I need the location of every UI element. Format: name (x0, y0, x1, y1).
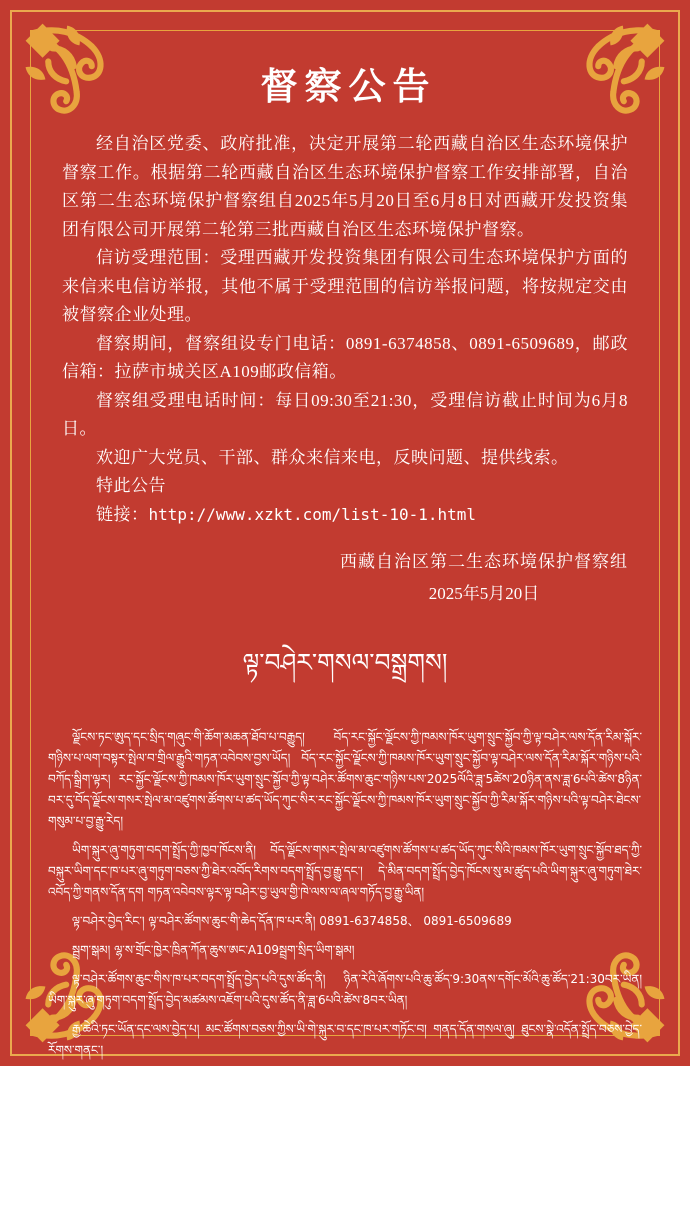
announcement-link-zh[interactable]: http://www.xzkt.com/list-10-1.html (148, 504, 477, 524)
paragraph-bo-phones: ལྟ་བཤེར་བྱེད་རིང་། ལྟ་བཤེར་ཚོགས་ཆུང་གི་ཆེད་དོན་ཁ་པར་ནི། 0891-6374858、 0891-6509689 (72, 914, 512, 928)
paragraph-zh-contacts: 督察期间，督察组设专门电话：0891-6374858、0891-6509689，邮政信箱：拉萨市城关区A109邮政信箱。 (62, 333, 628, 381)
body-zh (0, 130, 690, 529)
signature-org-bo: རང་སྐྱོང་ལྗོངས་ཀྱི་ཁམས་ཁོར་ཡུག་སྲུང་སྐྱོབ་ལྟ་བཤེར་ཚོགས་ཆུང་གཉིས་པ་ནས། (332, 1139, 640, 1153)
announcement-title-bo: ལྟ་བཤེར་གསལ་བསྒྲགས། (242, 648, 448, 677)
paragraph-bo-link (48, 1098, 642, 1119)
announcement-content (0, 34, 690, 1196)
paragraph-bo-intro: ལྗོངས་ཏང་ཨུད་དང་སྲིད་གཞུང་གི་ཆོག་མཆན་ཐོབ་པ་བརྒྱུད། བོད་རང་སྐྱོང་ལྗོངས་ཀྱི་ཁམས་ཁོར་ཡུག་སྲུང་སྐྱོབ་ཀྱི་ལྟ་བཤེར་ལས་དོན་རིམ་སྐོར་གཉིས་པ་ལག་བསྟར་སྤེལ་བ་གྲིལ་རྒྱུའི་གཏན་འབེབས་བྱས་ཡོད། བོད་རང་སྐྱོང་ལྗོངས་ཀྱི་ཁམས་ཁོར་ཡུག་སྲུང་སྐྱོབ་ལྟ་བཤེར་ལས་དོན་རིམ་སྐོར་གཉིས་པའི་བཀོད་སྒྲིག་ལྟར། རང་སྐྱོང་ལྗོངས་ཀྱི་ཁམས་ཁོར་ཡུག་སྲུང་སྐྱོབ་ཀྱི་ལྟ་བཤེར་ཚོགས་ཆུང་གཉིས་པས་2025ལོའི་ཟླ་5ཚེས་20ཉིན་ནས་ཟླ་6པའི་ཚེས་8ཉིན་བར་དུ་བོད་ལྗོངས་གསར་སྤེལ་མ་འཛུགས་ཚོགས་པ་ཚད་ཡོད་ཀུང་སིར་རང་སྐྱོང་ལྗོངས་ཀྱི་ཁམས་ཁོར་ཡུག་སྲུང་སྐྱོབ་ཀྱི་རིམ་སྐོར་གཉིས་པའི་ལྟ་བཤེར་ཐེངས་གསུམ་པ་བྱ་རྒྱུ་རེད། (48, 730, 642, 828)
paragraph-zh-link (62, 501, 628, 530)
paragraph-zh-hereby: 特此公告 (96, 476, 166, 495)
paragraph-bo-scope: ཡིག་སྐུར་ཞུ་གཏུག་བདག་སྤྲོད་ཀྱི་ཁྱབ་ཁོངས་ནི། བོད་ལྗོངས་གསར་སྤེལ་མ་འཛུགས་ཚོགས་པ་ཚད་ཡོད་ཀུང་སིའི་ཁམས་ཁོར་ཡུག་སྲུང་སྐྱོབ་ཐད་ཀྱི་བསྐུར་ཡིག་དང་ཁ་པར་ཞུ་གཏུག་བཅས་ཀྱི་ཐེར་འབོད་རིགས་བདག་སྤྲོད་བྱ་རྒྱུ་དང་། དེ་མིན་བདག་སྤྲོད་བྱེད་ཁོངས་སུ་མ་ཚུད་པའི་ཡིག་སྐུར་ཞུ་གཏུག་ཐེར་འབོད་ཀྱི་གནས་དོན་དག གཏན་འབེབས་ལྟར་ལྟ་བཤེར་བྱ་ཡུལ་གྱི་ཁེ་ལས་ལ་ཞལ་གཏོད་བྱ་རྒྱུ་ཡིན། (48, 843, 642, 899)
signature-block-zh (340, 547, 628, 604)
link-label-zh: 链接： (96, 504, 149, 524)
paragraph-zh-scope: 信访受理范围：受理西藏开发投资集团有限公司生态环境保护方面的来信来电信访举报，其他不属于受理范围的信访举报问题，将按规定交由被督察企业处理。 (62, 248, 628, 324)
signature-date-zh: 2025年5月20日 (428, 584, 540, 603)
signature-date-bo: 2025ལོའི་ཟླ་5ཚེས་20ལ། (430, 1182, 543, 1196)
paragraph-bo-welcome: རྒྱ་ཆེའི་ཏང་ཡོན་དང་ལས་བྱེད་པ། མང་ཚོགས་བཅས་ཀྱིས་ཡི་གེ་སྐུར་བ་དང་ཁ་པར་གཏོང་བ། གནད་དོན་གསལ་ཞུ། ཐུངས་སྣེ་འདོན་སྤྲོད་བཅས་བྱེད་རོགས་གནང་། (48, 1022, 642, 1057)
paragraph-zh-hours: 督察组受理电话时间：每日09:30至21:30，受理信访截止时间为6月8日。 (62, 390, 628, 438)
announcement-title-zh: 督察公告 (260, 67, 437, 108)
body-bo (0, 727, 690, 1119)
signature-org-zh: 西藏自治区第二生态环境保护督察组 (340, 552, 628, 571)
paragraph-zh-intro: 经自治区党委、政府批准，决定开展第二轮西藏自治区生态环境保护督察工作。根据第二轮西藏自治区生态环境保护督察工作安排部署，自治区第二生态环境保护督察组自2025年5月20日至6月8日对西藏开发投资集团有限公司开展第二轮第三批西藏自治区生态环境保护督察。 (62, 134, 628, 239)
paragraph-bo-hours: ལྟ་བཤེར་ཚོགས་ཆུང་གིས་ཁ་པར་བདག་སྤྲོད་བྱེད་པའི་དུས་ཚོད་ནི། ཉིན་རེའི་ཞོགས་པའི་ཆུ་ཚོད་9:30ནས་དགོང་མོའི་ཆུ་ཚོད་21:30བར་ཡིན། ཡིག་སྐུར་ཞུ་གཏུག་བདག་སྤྲོད་བྱེད་མཚམས་འཇོག་པའི་དུས་ཚོད་ནི་ཟླ་6པའི་ཚེས་8བར་ཡིན། (48, 972, 642, 1007)
announcement-link-bo[interactable]: http://www.xzkt.com/list-10-1.html (156, 1101, 423, 1116)
signature-block-bo (332, 1133, 640, 1210)
paragraph-bo-mailbox: སྦྲག་སྒམ། ལྷ་ས་གྲོང་ཁྱེར་ཁྲིན་ཀོན་ཆུས་ཨང་A109སྦྲག་སྲིད་ཡིག་སྒམ། (72, 943, 355, 957)
paragraph-bo-hereby: དེ་དོན་ཆེད་དུ་ཁྱབ་བསྒྲགས་སྤེལ་རྒྱ། (72, 1072, 210, 1086)
link-label-bo: དྲ་གནས་སྤེལ་མཐུད། (72, 1101, 153, 1115)
paragraph-zh-welcome: 欢迎广大党员、干部、群众来信来电，反映问题、提供线索。 (96, 447, 569, 467)
